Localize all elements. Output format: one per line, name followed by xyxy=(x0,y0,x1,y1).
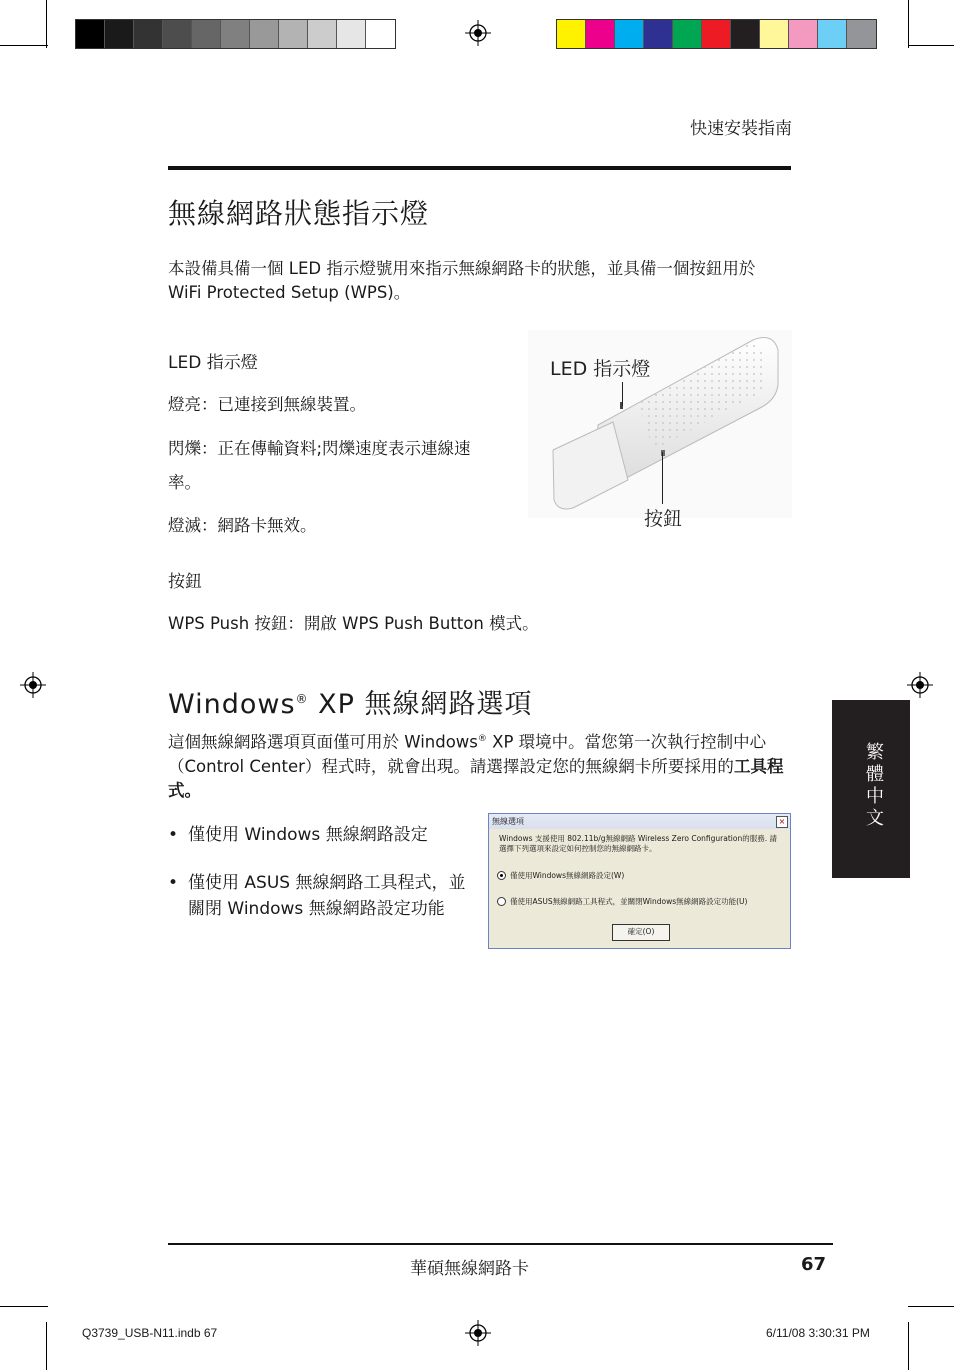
wireless-options-dialog xyxy=(488,813,791,949)
crop-mark xyxy=(908,45,954,46)
registration-mark-icon xyxy=(465,1320,491,1346)
bullet-icon: • xyxy=(168,825,179,845)
radio-selected-icon[interactable] xyxy=(497,871,506,880)
led-off-text: ：網路卡無效。 xyxy=(201,516,317,535)
color-swatch xyxy=(702,20,731,48)
button-callout-label: 按鈕 xyxy=(644,508,683,530)
language-side-tab xyxy=(832,700,910,878)
color-swatch xyxy=(250,20,279,48)
option-asus-only[interactable] xyxy=(497,896,747,907)
slug-file: Q3739_USB-N11.indb 67 xyxy=(82,1326,218,1340)
led-blink-line xyxy=(168,432,498,500)
registration-mark-icon xyxy=(907,672,933,698)
slug-timestamp: 6/11/08 3:30:31 PM xyxy=(766,1326,870,1340)
color-swatch xyxy=(221,20,250,48)
ok-button[interactable]: 確定(O) xyxy=(612,924,670,941)
led-off-line xyxy=(168,512,317,536)
registration-mark-icon xyxy=(465,20,491,46)
color-swatch xyxy=(818,20,847,48)
color-swatch xyxy=(731,20,760,48)
color-swatch xyxy=(76,20,105,48)
color-swatch xyxy=(134,20,163,48)
footer-title: 華碩無線網路卡 xyxy=(410,1259,529,1279)
dialog-message: Windows 支援使用 802.11b/g無線網路 Wireless Zero Configuration的服務. 請選擇下列選項來設定如何控制您的無線網路卡。 xyxy=(499,834,777,853)
bullet-icon: • xyxy=(168,873,179,893)
color-swatch xyxy=(586,20,615,48)
running-header: 快速安裝指南 xyxy=(690,119,792,139)
usb-adapter-figure xyxy=(528,330,792,530)
color-swatch xyxy=(644,20,673,48)
color-swatch xyxy=(192,20,221,48)
color-swatch xyxy=(615,20,644,48)
color-swatch xyxy=(557,20,586,48)
option-windows-only[interactable] xyxy=(497,870,624,881)
dialog-title: 無線選項 xyxy=(492,817,524,826)
windows-xp-heading xyxy=(168,682,532,721)
page-number: 67 xyxy=(801,1254,827,1275)
crop-mark xyxy=(908,1322,909,1370)
heading-suffix: XP 無線網路選項 xyxy=(308,689,533,720)
registered-mark: ® xyxy=(477,734,487,744)
wps-button-text: ：開啟 WPS Push Button 模式。 xyxy=(287,614,539,633)
crop-mark xyxy=(908,1306,954,1307)
intro-part-b: XP 環境中。當您第一次執行控制中心（Control Center）程式時，就會出現。請選擇設定您的無線網卡所要採用的 xyxy=(168,732,767,776)
color-swatch xyxy=(366,20,395,48)
button-callout-line xyxy=(662,452,663,504)
side-tab-label: 繁體中文 xyxy=(863,742,884,830)
led-blink-label: 閃爍 xyxy=(168,439,201,458)
intro-bold: 工具程式。 xyxy=(168,756,784,800)
color-swatch xyxy=(337,20,366,48)
color-swatch xyxy=(308,20,337,48)
crop-mark xyxy=(0,1306,48,1307)
header-rule xyxy=(168,166,791,170)
led-callout-line xyxy=(622,382,623,406)
crop-mark xyxy=(46,1322,47,1370)
registered-mark: ® xyxy=(295,692,309,706)
color-swatch xyxy=(847,20,876,48)
color-swatch xyxy=(760,20,789,48)
led-off-label: 燈滅 xyxy=(168,516,201,535)
intro-part-a: 這個無線網路選項頁面僅可用於 Windows xyxy=(168,732,478,752)
list-item-text: 僅使用 ASUS 無線網路工具程式，並關閉 Windows 無線網路設定功能 xyxy=(188,873,466,919)
led-on-line xyxy=(168,391,366,415)
wps-button-line xyxy=(168,610,539,634)
close-icon[interactable]: × xyxy=(776,816,788,828)
color-swatch xyxy=(279,20,308,48)
led-on-label: 燈亮 xyxy=(168,395,201,414)
color-swatch xyxy=(673,20,702,48)
crop-mark xyxy=(908,0,909,48)
color-swatch xyxy=(105,20,134,48)
color-swatch xyxy=(789,20,818,48)
button-subheading: 按鈕 xyxy=(168,572,202,592)
section-heading: 無線網路狀態指示燈 xyxy=(168,197,430,230)
footer-rule xyxy=(168,1243,833,1245)
list-item-text: 僅使用 Windows 無線網路設定 xyxy=(188,825,428,845)
windows-xp-intro xyxy=(168,727,792,803)
dialog-titlebar xyxy=(489,814,790,829)
crop-mark xyxy=(46,0,47,48)
option-label: 僅使用Windows無線網路設定(W) xyxy=(510,871,625,880)
registration-mark-icon xyxy=(20,672,46,698)
led-callout-label: LED 指示燈 xyxy=(550,358,651,380)
crop-mark xyxy=(0,45,48,46)
led-on-text: ：已連接到無線裝置。 xyxy=(201,395,366,414)
color-calibration-bar xyxy=(556,19,877,49)
intro-paragraph: 本設備具備一個 LED 指示燈號用來指示無線網路卡的狀態，並具備一個按鈕用於 WiFi Protected Setup (WPS)。 xyxy=(168,259,756,302)
wps-button-label: WPS Push 按鈕 xyxy=(168,614,288,633)
led-subheading: LED 指示燈 xyxy=(168,353,258,373)
led-blink-text: ：正在傳輸資料;閃爍速度表示連線速率。 xyxy=(168,439,471,492)
option-label: 僅使用ASUS無線網路工具程式，並關閉Windows無線網路設定功能(U) xyxy=(510,897,748,906)
color-swatch xyxy=(163,20,192,48)
grayscale-calibration-bar xyxy=(75,19,396,49)
radio-icon[interactable] xyxy=(497,897,506,906)
heading-prefix: Windows xyxy=(168,689,296,720)
